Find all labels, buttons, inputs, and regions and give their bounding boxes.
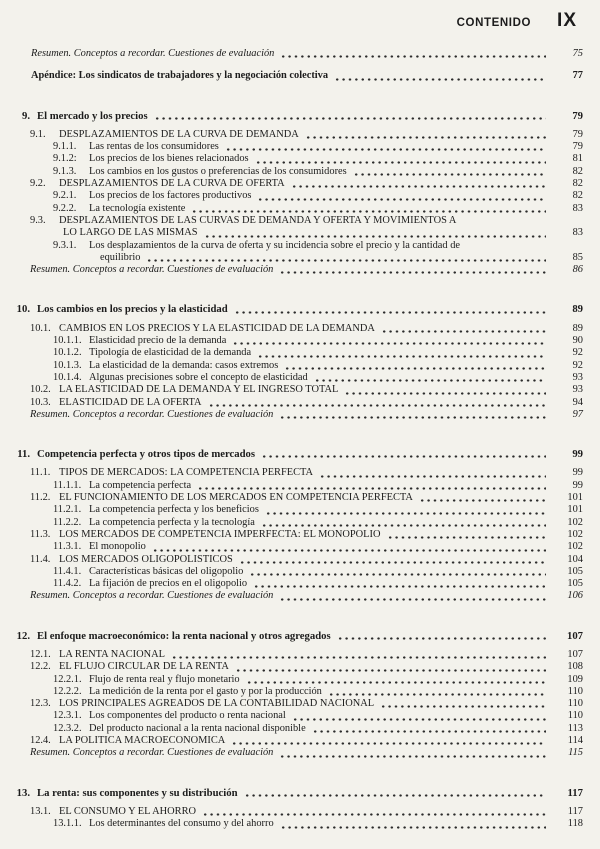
entry-number: 11.2.: [30, 492, 51, 504]
dot-leader: [234, 303, 546, 315]
toc-entry: [4, 480, 583, 492]
entry-title: El enfoque macroeconómico: la renta nacional y otros agregados: [37, 629, 331, 642]
entry-number: 12.: [16, 629, 30, 642]
entry-title: La medición de la renta por el gasto y por la producción: [89, 685, 322, 697]
entry-page-number: 117: [567, 786, 583, 799]
dot-leader: [305, 129, 546, 141]
toc-entry: [4, 649, 583, 661]
toc-entry: [4, 372, 583, 384]
entry-title: LA RENTA NACIONAL: [59, 648, 165, 660]
entry-title: Los determinantes del consumo y del ahorro: [89, 818, 274, 830]
entry-page-number: 102: [567, 541, 583, 553]
entry-title: La competencia perfecta y los beneficios: [89, 504, 259, 516]
entry-number: 10.2.: [30, 384, 51, 396]
entry-number: 9.3.: [30, 214, 46, 226]
entry-page-number: 92: [572, 359, 583, 371]
entry-number: 11.2.1.: [53, 504, 82, 516]
toc-entry: [4, 203, 583, 215]
entry-number: 11.: [17, 448, 30, 461]
entry-title: LA ELASTICIDAD DE LA DEMANDA Y EL INGRESO TOTAL: [59, 384, 339, 396]
dot-leader: [279, 264, 546, 276]
toc-entry: [4, 698, 583, 710]
entry-title: Elasticidad precio de la demanda: [89, 335, 227, 347]
toc-entry: [4, 141, 583, 153]
entry-number: 12.2.1.: [53, 673, 82, 685]
toc-entry: [4, 409, 583, 421]
entry-page-number: 83: [572, 202, 583, 214]
dot-leader: [280, 818, 546, 830]
dot-leader: [344, 384, 546, 396]
entry-page-number: 79: [572, 109, 583, 122]
toc-entry: [4, 504, 583, 516]
entry-title: Del producto nacional a la renta nacional disponible: [89, 722, 306, 734]
toc-entry: [4, 323, 583, 335]
entry-title: Los cambios en los precios y la elasticidad: [37, 303, 228, 316]
toc-entry: [4, 686, 583, 698]
dot-leader: [152, 541, 546, 553]
entry-title: Resumen. Conceptos a recordar. Cuestiones de evaluación: [31, 48, 275, 59]
dot-leader: [314, 372, 546, 384]
dot-leader: [257, 190, 546, 202]
dot-leader: [334, 70, 546, 82]
entry-number: 11.4.1.: [53, 565, 82, 577]
toc-entry: [4, 303, 583, 315]
entry-page-number: 107: [566, 629, 583, 642]
toc-entry: [4, 578, 583, 590]
header-page-roman: IX: [557, 10, 577, 31]
toc-entry: [4, 153, 583, 165]
entry-title: Algunas precisiones sobre el concepto de elasticidad: [89, 371, 308, 383]
toc-entry: [4, 166, 583, 178]
entry-page-number: 83: [572, 227, 583, 239]
entry-title: La elasticidad de la demanda: casos extremos: [89, 359, 279, 371]
entry-page-number: 117: [567, 805, 583, 817]
entry-title: La competencia perfecta: [89, 479, 192, 491]
toc-entry: [4, 467, 583, 479]
entry-title: Resumen. Conceptos a recordar. Cuestiones de evaluación: [30, 590, 274, 602]
entry-title: LOS PRINCIPALES AGREADOS DE LA CONTABILIDAD NACIONAL: [59, 698, 375, 710]
entry-page-number: 93: [572, 371, 583, 383]
dot-leader: [232, 335, 546, 347]
entry-title: equilibrio: [100, 251, 141, 263]
entry-page-number: 118: [567, 818, 583, 830]
entry-page-number: 107: [567, 648, 583, 660]
entry-title: Los precios de los bienes relacionados: [89, 153, 249, 165]
entry-page-number: 82: [572, 190, 583, 202]
toc-entry: [4, 661, 583, 673]
entry-title: Flujo de renta real y flujo monetario: [89, 673, 240, 685]
dot-leader: [225, 141, 546, 153]
entry-title: ELASTICIDAD DE LA OFERTA: [59, 396, 202, 408]
entry-page-number: 94: [572, 396, 583, 408]
entry-number: 10.1.2.: [53, 347, 82, 359]
entry-page-number: 104: [567, 553, 583, 565]
entry-title: El mercado y los precios: [37, 109, 148, 122]
toc-entry: [4, 710, 583, 722]
entry-page-number: 77: [572, 70, 583, 82]
toc-entry: [4, 529, 583, 541]
dot-leader: [249, 566, 546, 578]
entry-title: Los componentes del producto o renta nacional: [89, 710, 286, 722]
entry-title: DESPLAZAMIENTOS DE LA CURVA DE OFERTA: [59, 178, 285, 190]
dot-leader: [279, 590, 546, 602]
toc-entry: [4, 492, 583, 504]
entry-title: El monopolio: [89, 541, 146, 553]
dot-leader: [337, 630, 546, 642]
chapter-section: [4, 110, 583, 277]
entry-number: 9.1.3.: [53, 165, 77, 177]
entry-number: 10.: [16, 303, 30, 316]
entry-page-number: 89: [572, 303, 583, 316]
dot-leader: [235, 661, 546, 673]
entry-number: 10.1.3.: [53, 359, 82, 371]
dot-leader: [284, 360, 546, 372]
dot-leader: [202, 806, 546, 818]
toc-entry: [4, 787, 583, 799]
entry-page-number: 79: [572, 128, 583, 140]
toc-entry: [4, 48, 583, 60]
entry-page-number: 75: [572, 48, 583, 59]
entry-page-number: 99: [572, 479, 583, 491]
entry-page-number: 105: [567, 565, 583, 577]
entry-title: Resumen. Conceptos a recordar. Cuestiones de evaluación: [30, 264, 274, 276]
dot-leader: [292, 710, 546, 722]
entry-number: 11.2.2.: [53, 516, 82, 528]
entry-page-number: 99: [572, 467, 583, 479]
entry-number: 10.1.1.: [53, 335, 82, 347]
entry-number: 11.4.: [30, 553, 51, 565]
entry-page-number: 110: [567, 685, 583, 697]
entry-page-number: 82: [572, 178, 583, 190]
dot-leader: [328, 686, 546, 698]
entry-page-number: 82: [572, 165, 583, 177]
chapter-section: [4, 303, 583, 421]
toc-entry: [4, 190, 583, 202]
entry-number: 10.1.: [30, 322, 51, 334]
entry-title: TIPOS DE MERCADOS: LA COMPETENCIA PERFECTA: [59, 467, 314, 479]
entry-page-number: 89: [572, 322, 583, 334]
toc-entry: [4, 554, 583, 566]
dot-leader: [197, 480, 546, 492]
toc-entry: [4, 178, 583, 190]
toc-entry: [4, 723, 583, 735]
entry-page-number: 110: [567, 710, 583, 722]
entry-page-number: 92: [572, 347, 583, 359]
dot-leader: [291, 178, 546, 190]
toc-entry: [4, 252, 583, 264]
dot-leader: [353, 166, 546, 178]
entry-number: 10.1.4.: [53, 371, 82, 383]
dot-leader: [265, 504, 546, 516]
dot-leader: [261, 517, 546, 529]
entry-number: 11.4.2.: [53, 578, 82, 590]
dot-leader: [246, 674, 546, 686]
toc-entry: [4, 517, 583, 529]
entry-number: 9.: [21, 109, 30, 122]
toc-entry: [4, 129, 583, 141]
entry-title: Características básicas del oligopolio: [89, 565, 244, 577]
toc-entry: [4, 227, 583, 239]
entry-page-number: 93: [572, 384, 583, 396]
dot-leader: [146, 252, 546, 264]
dot-leader: [261, 448, 546, 460]
entry-title: Los cambios en los gustos o preferencias de los consumidores: [89, 165, 347, 177]
toc-entry: [4, 747, 583, 759]
entry-number: 12.4.: [30, 735, 51, 747]
entry-number: 11.1.1.: [53, 479, 82, 491]
chapter-section: [4, 448, 583, 603]
entry-number: 13.1.: [30, 805, 51, 817]
entry-title: LOS MERCADOS DE COMPETENCIA IMPERFECTA: EL MONOPOLIO: [59, 528, 381, 540]
dot-leader: [171, 649, 546, 661]
chapter-section: [4, 787, 583, 831]
entry-title: EL FLUJO CIRCULAR DE LA RENTA: [59, 661, 229, 673]
entry-page-number: 109: [567, 673, 583, 685]
dot-leader: [204, 227, 546, 239]
entry-page-number: 115: [568, 747, 583, 759]
entry-number: 12.3.1.: [53, 710, 82, 722]
dot-leader: [239, 554, 546, 566]
entry-number: 12.3.2.: [53, 722, 82, 734]
entry-title: La fijación de precios en el oligopolio: [89, 578, 248, 590]
entry-title: La renta: sus componentes y su distribución: [37, 786, 238, 799]
entry-number: 9.2.1.: [53, 190, 77, 202]
toc-entry: [4, 384, 583, 396]
entry-title: EL FUNCIONAMIENTO DE LOS MERCADOS EN COMPETENCIA PERFECTA: [59, 492, 413, 504]
entry-title: LO LARGO DE LAS MISMAS: [63, 227, 198, 239]
dot-leader: [255, 153, 546, 165]
entry-title: Los precios de los factores productivos: [89, 190, 252, 202]
entry-title: LOS MERCADOS OLIGOPOLISTICOS: [59, 553, 233, 565]
toc-entry: [4, 630, 583, 642]
dot-leader: [312, 723, 546, 735]
dot-leader: [419, 492, 546, 504]
toc-entry: [4, 806, 583, 818]
toc-entry: [4, 110, 583, 122]
toc-entry: [4, 735, 583, 747]
dot-leader: [380, 698, 546, 710]
dot-leader: [279, 409, 546, 421]
entry-number: 9.1.: [30, 128, 46, 140]
toc-entry: [4, 818, 583, 830]
dot-leader: [280, 48, 546, 60]
entry-title: Competencia perfecta y otros tipos de mercados: [37, 448, 256, 461]
entry-page-number: 102: [567, 528, 583, 540]
entry-number: 13.: [16, 786, 30, 799]
toc-entry: [4, 215, 583, 227]
dot-leader: [253, 578, 546, 590]
toc-entry: [4, 240, 583, 252]
entry-title: Tipología de elasticidad de la demanda: [89, 347, 252, 359]
entry-page-number: 85: [572, 251, 583, 263]
toc-entry: [4, 566, 583, 578]
header-title: CONTENIDO: [456, 17, 532, 29]
entry-number: 12.1.: [30, 648, 51, 660]
toc-entry: [4, 448, 583, 460]
entry-number: 9.2.: [30, 178, 46, 190]
entry-page-number: 114: [567, 735, 583, 747]
entry-page-number: 101: [567, 504, 583, 516]
entry-number: 11.3.1.: [53, 541, 82, 553]
entry-page-number: 102: [567, 516, 583, 528]
entry-page-number: 110: [567, 698, 583, 710]
dot-leader: [257, 347, 546, 359]
toc-entry: [4, 70, 583, 82]
dot-leader: [231, 735, 546, 747]
entry-page-number: 101: [567, 492, 583, 504]
toc-entry: [4, 590, 583, 602]
entry-number: 9.2.2.: [53, 202, 77, 214]
entry-title: LA POLITICA MACROECONOMICA: [59, 735, 226, 747]
dot-leader: [244, 787, 546, 799]
entry-number: 13.1.1.: [53, 818, 82, 830]
entry-number: 9.1.2:: [53, 153, 77, 165]
entry-title: DESPLAZAMIENTOS DE LAS CURVAS DE DEMANDA Y OFERTA Y MOVIMIENTOS A: [59, 214, 457, 226]
entry-page-number: 106: [567, 590, 583, 602]
entry-title: Apéndice: Los sindicatos de trabajadores y la negociación colectiva: [31, 70, 329, 82]
dot-leader: [381, 323, 546, 335]
toc-list: [4, 48, 583, 831]
toc-entry: [4, 541, 583, 553]
entry-page-number: 97: [572, 408, 583, 420]
entry-page-number: 86: [572, 264, 583, 276]
entry-page-number: 79: [572, 141, 583, 153]
dot-leader: [154, 110, 546, 122]
entry-page-number: 108: [567, 661, 583, 673]
entry-number: 10.3.: [30, 396, 51, 408]
dot-leader: [319, 467, 546, 479]
entry-title: Los desplazamientos de la curva de oferta y su incidencia sobre el precio y la cantidad de: [89, 239, 461, 251]
chapter-section: [4, 630, 583, 760]
toc-entry: [4, 347, 583, 359]
entry-title: La competencia perfecta y la tecnología: [89, 516, 255, 528]
entry-page-number: 105: [567, 578, 583, 590]
entry-page-number: 113: [567, 722, 583, 734]
entry-page-number: 99: [572, 448, 583, 461]
entry-number: 11.1.: [30, 467, 51, 479]
entry-title: Resumen. Conceptos a recordar. Cuestiones de evaluación: [30, 408, 274, 420]
entry-number: 11.3.: [30, 528, 51, 540]
page-header: [4, 10, 583, 34]
toc-entry: [4, 674, 583, 686]
dot-leader: [279, 747, 546, 759]
toc-entry: [4, 264, 583, 276]
entry-number: 12.3.: [30, 698, 51, 710]
entry-title: La tecnología existente: [89, 202, 186, 214]
entry-number: 9.1.1.: [53, 141, 77, 153]
dot-leader: [191, 203, 546, 215]
toc-entry: [4, 360, 583, 372]
entry-number: 12.2.2.: [53, 685, 82, 697]
dot-leader: [208, 397, 546, 409]
entry-title: Resumen. Conceptos a recordar. Cuestiones de evaluación: [30, 747, 274, 759]
entry-page-number: 81: [572, 153, 583, 165]
entry-title: DESPLAZAMIENTOS DE LA CURVA DE DEMANDA: [59, 128, 299, 140]
entry-page-number: 90: [572, 335, 583, 347]
toc-entry: [4, 397, 583, 409]
toc-entry: [4, 335, 583, 347]
entry-number: 9.3.1.: [53, 239, 77, 251]
entry-title: EL CONSUMO Y EL AHORRO: [59, 805, 197, 817]
entry-number: 12.2.: [30, 661, 51, 673]
entry-title: CAMBIOS EN LOS PRECIOS Y LA ELASTICIDAD DE LA DEMANDA: [59, 322, 375, 334]
entry-title: Las rentas de los consumidores: [89, 141, 219, 153]
dot-leader: [387, 529, 547, 541]
